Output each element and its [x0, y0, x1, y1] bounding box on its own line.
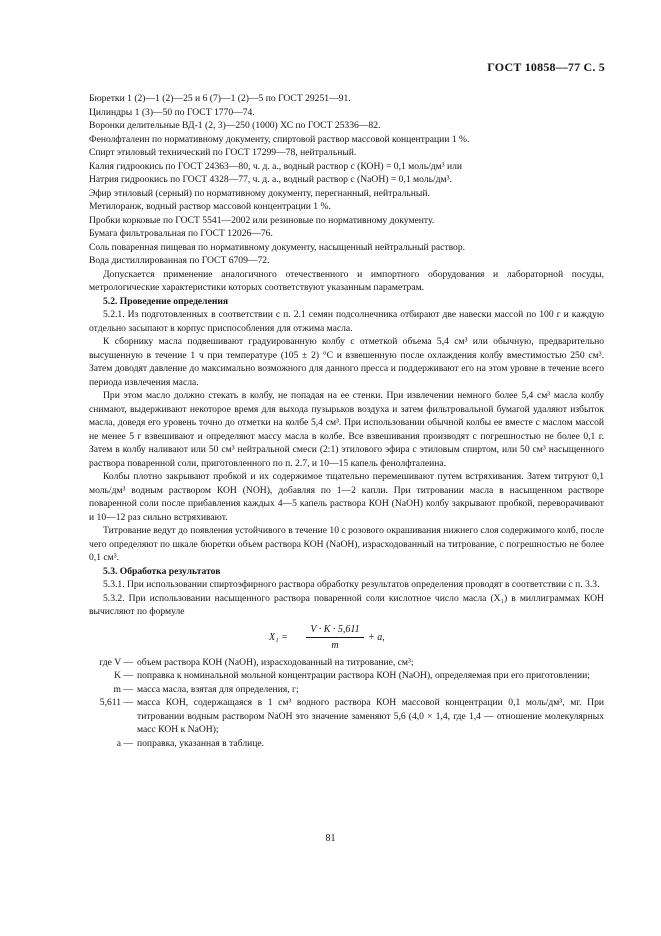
equipment-item: Цилиндры 1 (3)—50 по ГОСТ 1770—74. — [89, 106, 255, 118]
formula-denominator: m — [331, 640, 339, 651]
formula-lhs: X₁ = — [269, 631, 288, 643]
definition-row — [89, 683, 604, 697]
definition-row — [89, 696, 604, 737]
paragraph: 5.2.1. Из подготовленных в соответствии с п. 2.1 семян подсолнечника отбирают две навески массой по 100 г и каждую отдельно засыпают в корпус приспособления для отжима масла. — [89, 309, 604, 334]
formula-rhs: + a, — [368, 631, 385, 643]
page-number: 81 — [325, 833, 336, 844]
formula-numerator: V · K · 5,611 — [306, 623, 364, 639]
equipment-item: Вода дистиллированная по ГОСТ 6709—72. — [89, 255, 270, 266]
definition-symbol: 5,611 — — [99, 697, 133, 708]
page-content — [89, 92, 604, 750]
equipment-item: Натрия гидроокись по ГОСТ 4328—77, ч. д. а., водный раствор c (NaOH) = 0,1 моль/дм³. — [89, 174, 452, 185]
definition-text: поправка, указанная в таблице. — [137, 737, 265, 749]
page-header: ГОСТ 10858—77 С. 5 — [487, 60, 605, 74]
paragraph: Колбы плотно закрывают пробкой и их содержимое тщательно перемешивают путем встряхивания. Затем титруют 0,1 моль/дм³ водным раствором КОН (NOH), добавляя по 1—2 капли. При титровании масла в насыщенном растворе поваренной соли после прибавления каждых 4—5 капель раствора КОН (NaOH) колбу закрывают пробкой, переворачивают и 10—12 раз сильно встряхивают. — [89, 471, 604, 523]
paragraph: 5.3.2. При использовании насыщенного раствора поваренной соли кислотное число масла (X₁) в миллиграммах КОН вычисляют по формуле — [89, 592, 604, 617]
definition-row — [89, 737, 604, 751]
paragraph: При этом масло должно стекать в колбу, не попадая на ее стенки. При извлечении немного более 5,4 см³ масла колбу снимают, выдерживают некоторое время для выхода пузырьков воздуха и затем фильтровальной бумагой удаляют избыток масла, доведя его уровень точно до отметки на колбе 5,4 см³. При использовании обычной колбы ее вместе с маслом массой не менее 5 г взвешивают и определяют массу масла в колбе. Все взвешивания производят с погрешностью не более 0,1 г. Затем в колбу наливают или 50 см³ нейтральной смеси (2:1) этилового эфира с этиловым спиртом, или 50 см³ насыщенного раствора поваренной соли, приготовленного по п. 2.7, и 10—15 капель фенолфталеина. — [89, 390, 604, 469]
acid-number-formula — [89, 623, 604, 653]
analogs-note: Допускается применение аналогичного отечественного и импортного оборудования и лабораторной посуды, метрологические характеристики которых соответствуют указанным параметрам. — [89, 268, 604, 293]
definition-text: поправка к номинальной мольной концентрации раствора КОН (NaOH), определяемая при его приготовлении; — [137, 670, 590, 681]
definition-symbol: m — — [113, 683, 133, 695]
equipment-item: Метилоранж, водный раствор массовой концентрации 1 %. — [89, 201, 331, 212]
equipment-item: Соль поваренная пищевая по нормативному документу, насыщенный нейтральный раствор. — [89, 241, 466, 253]
equipment-item: Спирт этиловый технический по ГОСТ 17299—78, нейтральный. — [89, 147, 357, 158]
section-heading: 5.3. Обработка результатов — [103, 565, 221, 577]
definition-symbol: где V — — [99, 656, 133, 668]
definition-symbol: a — — [116, 737, 133, 749]
equipment-item: Воронки делительные ВД-1 (2, 3)—250 (1000) ХС по ГОСТ 25336—82. — [89, 120, 381, 131]
equipment-item: Пробки корковые по ГОСТ 5541—2002 или резиновые по нормативному документу. — [89, 214, 435, 226]
definition-row — [89, 656, 604, 670]
formula-fraction — [306, 623, 364, 653]
paragraph: К сборнику масла подвешивают градуированную колбу с отметкой объема 5,4 см³ или обычную, предварительно высушенную в течение 1 ч при температуре (105 ± 2) °С и взвешенную после охлаждения колбу вместимостью 250 см³. Затем доводят давление до максимально возможного для данного пресса и поддерживают его на этом уровне в течение всего периода извлечения масла. — [89, 336, 604, 388]
definition-row — [89, 669, 604, 683]
equipment-item: Бюретки 1 (2)—1 (2)—25 и 6 (7)—1 (2)—5 по ГОСТ 29251—91. — [89, 93, 351, 104]
equipment-item: Эфир этиловый (серный) по нормативному документу, перегнанный, нейтральный. — [89, 187, 430, 199]
definition-text: масса КОН, содержащаяся в 1 см³ водного раствора КОН массовой концентрации 0,1 моль/дм³, мг. При титровании водным раствором NaOH это значение заменяют 5,6 (4,0 × 1,4, где 1,4 — отношение молекулярных масс КОН к NaOH); — [137, 697, 604, 735]
equipment-item: Фенолфталеин по нормативному документу, спиртовой раствор массовой концентрации 1 %. — [89, 133, 470, 145]
paragraph: 5.3.1. При использовании спиртоэфирного раствора обработку результатов определения проводят в соответствии с п. 3.3. — [103, 579, 600, 590]
definition-text: объем раствора КОН (NaOH), израсходованный на титрование, см³; — [137, 656, 414, 668]
section-heading: 5.2. Проведение определения — [103, 295, 229, 307]
equipment-item: Бумага фильтровальная по ГОСТ 12026—76. — [89, 228, 273, 239]
equipment-item: Калия гидроокись по ГОСТ 24363—80, ч. д. а., водный раствор c (КОН) = 0,1 моль/дм³ или — [89, 160, 463, 172]
definition-text: масса масла, взятая для определения, г; — [137, 683, 299, 695]
paragraph: Титрование ведут до появления устойчивого в течение 10 с розового окрашивания нижнего слоя содержимого колб, после чего определяют по шкале бюретки объем раствора КОН (NaOH), израсходованный на титрование, с погрешностью не более 0,1 см³. — [89, 525, 604, 563]
definition-symbol: K — — [114, 670, 133, 681]
